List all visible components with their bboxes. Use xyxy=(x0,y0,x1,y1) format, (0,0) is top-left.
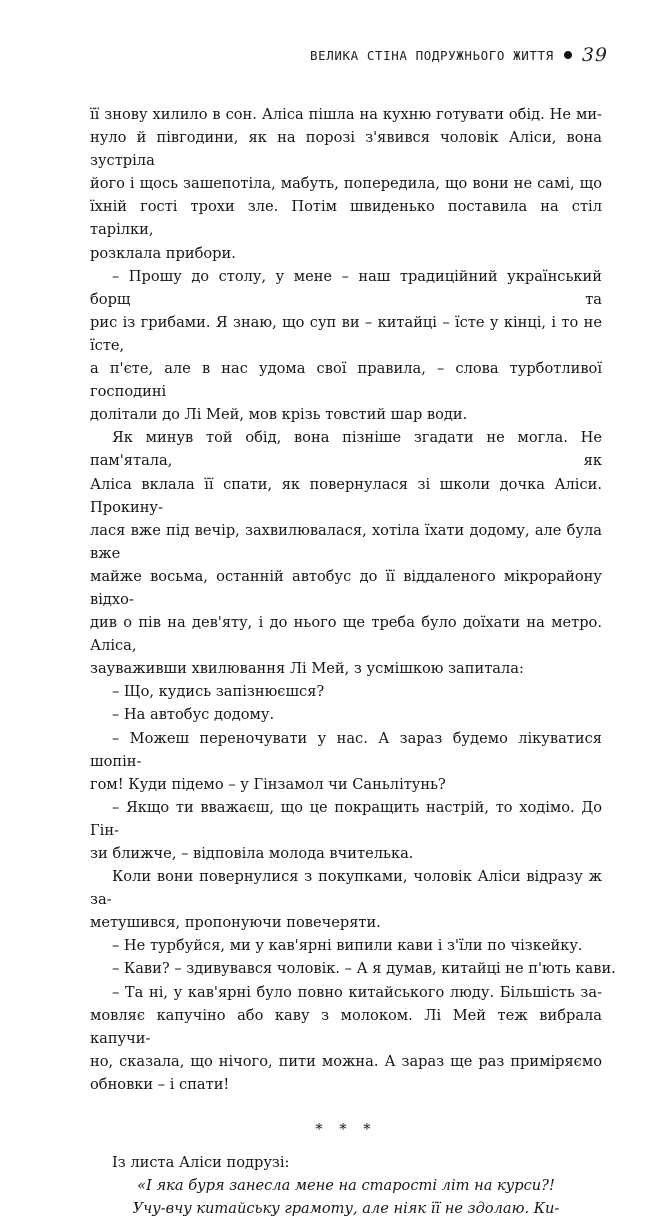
text-line: рис із грибами. Я знаю, що суп ви – китайці – їсте у кінці, і то не їсте, xyxy=(90,313,602,354)
letter-line: Учу-вчу китайську грамоту, але ніяк її не здолаю. Ки- xyxy=(132,1200,560,1218)
text-line: Коли вони повернулися з покупками, чоловік Аліси відразу ж за- xyxy=(90,868,602,909)
text-line: Як минув той обід, вона пізніше згадати не могла. Не пам'ятала, як xyxy=(90,429,602,470)
section-separator: * * * xyxy=(315,1121,377,1139)
letter-intro: Із листа Аліси подрузі: xyxy=(112,1154,290,1172)
text-line: Аліса вклала її спати, як повернулася зі школи дочка Аліси. Прокину- xyxy=(90,475,602,516)
text-line: – Можеш переночувати у нас. А зараз будемо лікуватися шопін- xyxy=(90,729,602,770)
text-line: а п'єте, але в нас удома свої правила, – слова турботливої господині xyxy=(90,360,602,401)
text-line: – Що, кудись запізнюєшся? xyxy=(112,683,325,701)
text-line: їхній гості трохи зле. Потім швиденько поставила на стіл тарілки, xyxy=(90,198,602,239)
header-bullet xyxy=(564,51,572,59)
text-line: її знову хилило в сон. Аліса пішла на кухню готувати обід. Не ми- xyxy=(90,106,602,123)
text-line: його і щось зашепотіла, мабуть, попередила, що вони не самі, що xyxy=(90,175,602,193)
text-line: лася вже під вечір, захвилювалася, хотіла їхати додому, але була вже xyxy=(90,521,602,562)
letter-line: «І яка буря занесла мене на старості літ на курси?! xyxy=(137,1177,555,1195)
text-line: долітали до Лі Мей, мов крізь товстий шар води. xyxy=(90,406,468,424)
text-line: зауваживши хвилювання Лі Мей, з усмішкою запитала: xyxy=(90,660,524,678)
text-line: – Кави? – здивувався чоловік. – А я думав, китайці не п'ють кави. xyxy=(112,960,616,978)
text-line: зи ближче, – відповіла молода вчителька. xyxy=(90,845,414,862)
text-line: нуло й півгодини, як на порозі з'явився чоловік Аліси, вона зустріла xyxy=(90,129,602,170)
text-line: – Не турбуйся, ми у кав'ярні випили кави і з'їли по чізкейку. xyxy=(112,937,583,955)
text-line: – На автобус додому. xyxy=(112,706,275,724)
text-line: – Якщо ти вважаєш, що це покращить настрій, то ходімо. До Гін- xyxy=(90,798,602,839)
text-line: див о пів на дев'яту, і до нього ще треба було доїхати на метро. Аліса, xyxy=(90,614,602,655)
text-line: майже восьма, останній автобус до її віддаленого мікрорайону відхо- xyxy=(90,567,602,608)
text-line: мовляє капучіно або каву з молоком. Лі Мей теж вибрала капучи- xyxy=(90,1006,602,1047)
text-line: – Прошу до столу, у мене – наш традиційний український борщ та xyxy=(90,267,602,308)
text-line: метушився, пропонуючи повечеряти. xyxy=(90,914,381,932)
running-title: ВЕЛИКА СТІНА ПОДРУЖНЬОГО ЖИТТЯ xyxy=(310,47,554,63)
text-line: но, сказала, що нічого, пити можна. А зараз ще раз приміряємо xyxy=(90,1052,602,1070)
text-line: обновки – і спати! xyxy=(90,1075,230,1093)
text-line: розклала прибори. xyxy=(90,244,236,262)
text-line: гом! Куди підемо – у Гінзамол чи Саньлітунь? xyxy=(90,775,446,793)
page-number: 39 xyxy=(581,44,608,66)
text-line: – Та ні, у кав'ярні було повно китайського люду. Більшість за- xyxy=(112,983,602,1001)
running-header xyxy=(310,44,608,66)
body-text xyxy=(90,103,616,1220)
